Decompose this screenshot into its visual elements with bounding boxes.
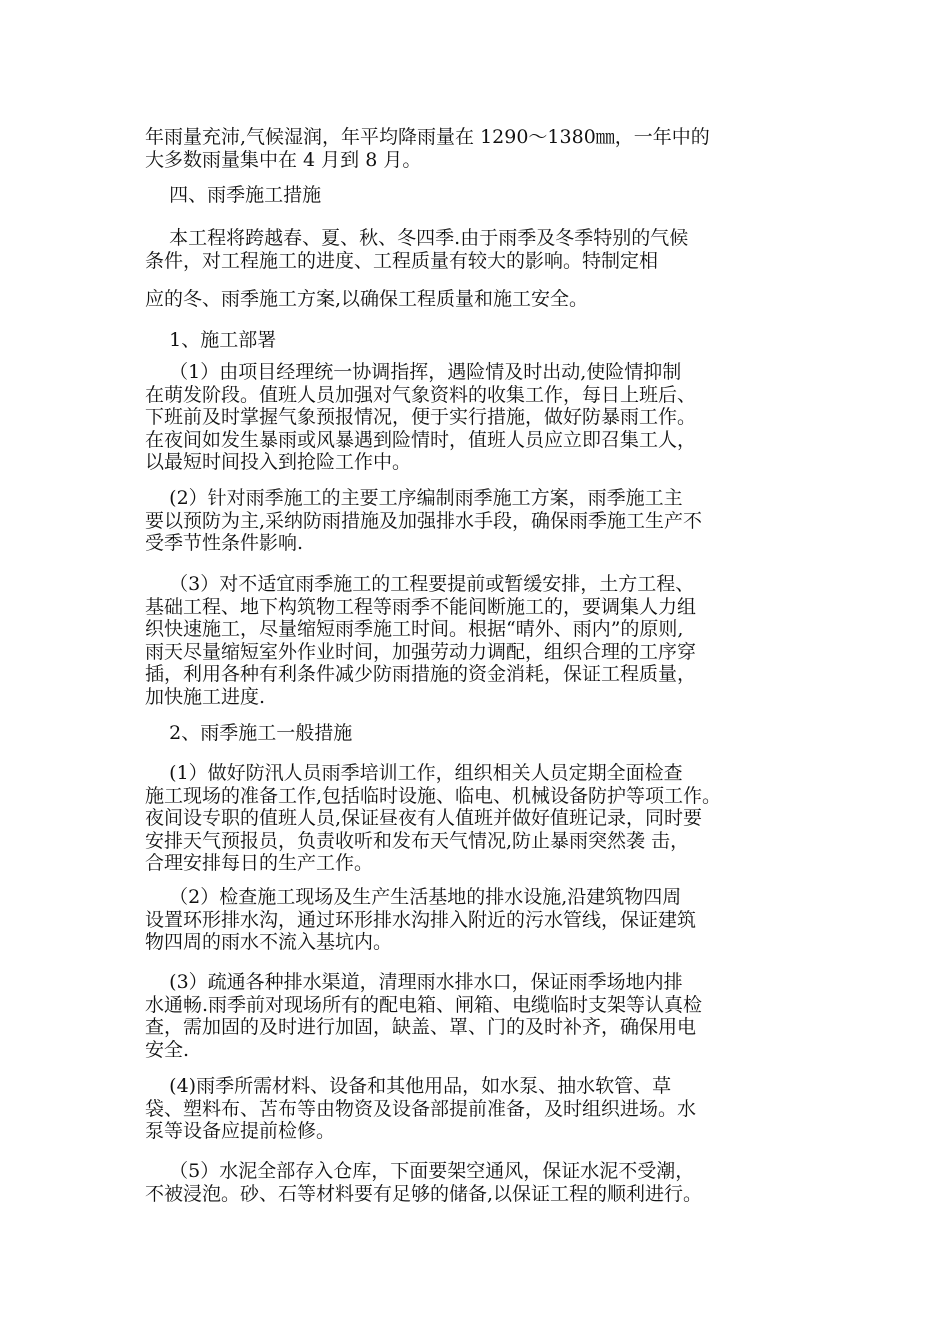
paragraph-deployment-1 (145, 361, 810, 474)
text-line: 不被浸泡。砂、石等材料要有足够的储备,以保证工程的顺利进行。 (145, 1182, 703, 1205)
section-heading-rain-season-measures (145, 184, 810, 207)
text-line: (4)雨季所需材料、设备和其他用品，如水泵、抽水软管、草 (145, 1075, 672, 1097)
text-line: 本工程将跨越春、夏、秋、冬四季.由于雨季及冬季特别的气候 (145, 227, 689, 249)
text-line: 应的冬、雨季施工方案,以确保工程质量和施工安全。 (145, 288, 589, 310)
text-line: 物四周的雨水不流入基坑内。 (145, 931, 393, 953)
paragraph-deployment-3 (145, 573, 810, 708)
text-line: 在萌发阶段。值班人员加强对气象资料的收集工作，每日上班后、 (145, 383, 697, 406)
text-line: 夜间设专职的值班人员,保证昼夜有人值班并做好值班记录，同时要 (145, 807, 703, 829)
text-line: （2）检查施工现场及生产生活基地的排水设施,沿建筑物四周 (145, 886, 682, 908)
text-line: 四、雨季施工措施 (145, 184, 322, 206)
text-line: 要以预防为主,采纳防雨措施及加强排水手段，确保雨季施工生产不 (145, 509, 703, 532)
text-line: （3）对不适宜雨季施工的工程要提前或暂缓安排，土方工程、 (145, 573, 695, 595)
text-line: 插，利用各种有利条件减少防雨措施的资金消耗，保证工程质量， (145, 663, 697, 685)
text-line: 条件，对工程施工的进度、工程质量有较大的影响。特制定相 (145, 249, 659, 272)
paragraph-rainfall (145, 126, 810, 171)
text-line: (2）针对雨季施工的主要工序编制雨季施工方案，雨季施工主 (145, 487, 683, 509)
paragraph-general-4 (145, 1075, 810, 1143)
text-line: 施工现场的准备工作,包括临时设施、临电、机械设备防护等项工作。 (145, 784, 722, 807)
text-line: 查，需加固的及时进行加固，缺盖、罩、门的及时补齐，确保用电 (145, 1016, 697, 1038)
text-line: (3）疏通各种排水渠道，清理雨水排水口，保证雨季场地内排 (145, 971, 683, 993)
paragraph-general-1 (145, 762, 810, 875)
text-line: 2、雨季施工一般措施 (145, 722, 353, 744)
text-line: （1）由项目经理统一协调指挥，遇险情及时出动,使险情抑制 (145, 361, 682, 383)
text-line: 泵等设备应提前检修。 (145, 1120, 336, 1142)
text-line: 基础工程、地下构筑物工程等雨季不能间断施工的，要调集人力组 (145, 595, 697, 618)
text-line: 受季节性条件影响. (145, 532, 304, 554)
text-line: 水通畅.雨季前对现场所有的配电箱、闸箱、电缆临时支架等认真检 (145, 993, 703, 1016)
text-line: 大多数雨量集中在 4 月到 8 月。 (145, 148, 422, 171)
subsection-heading-deployment (145, 329, 810, 352)
text-line: 设置环形排水沟，通过环形排水沟排入附近的污水管线，保证建筑 (145, 908, 697, 931)
text-line: 加快施工进度. (145, 685, 266, 708)
paragraph-general-5 (145, 1160, 810, 1205)
text-line: 年雨量充沛,气候湿润，年平均降雨量在 1290～1380㎜，一年中的 (145, 126, 710, 148)
text-line: (1）做好防汛人员雨季培训工作，组织相关人员定期全面检查 (145, 762, 683, 784)
paragraph-intro (145, 227, 810, 272)
paragraph-general-3 (145, 971, 810, 1061)
text-line: 织快速施工，尽量缩短雨季施工时间。根据“晴外、雨内”的原则, (145, 618, 684, 640)
text-line: 以最短时间投入到抢险工作中。 (145, 451, 412, 473)
text-line: 下班前及时掌握气象预报情况，便于实行措施，做好防暴雨工作。 (145, 406, 697, 428)
text-line: 安全. (145, 1038, 190, 1061)
text-line: （5）水泥全部存入仓库，下面要架空通风，保证水泥不受潮， (145, 1160, 695, 1182)
text-line: 雨天尽量缩短室外作业时间，加强劳动力调配，组织合理的工序穿 (145, 640, 697, 663)
text-line: 袋、塑料布、苫布等由物资及设备部提前准备，及时组织进场。水 (145, 1097, 697, 1120)
text-line: 安排天气预报员，负责收听和发布天气情况,防止暴雨突然袭 击， (145, 829, 690, 852)
paragraph-deployment-2 (145, 487, 810, 555)
paragraph-intro-continued (145, 288, 810, 311)
text-line: 合理安排每日的生产工作。 (145, 852, 374, 874)
text-line: 1、施工部署 (145, 329, 277, 351)
text-line: 在夜间如发生暴雨或风暴遇到险情时，值班人员应立即召集工人， (145, 428, 697, 451)
subsection-heading-general-measures (145, 722, 810, 745)
paragraph-general-2 (145, 886, 810, 954)
